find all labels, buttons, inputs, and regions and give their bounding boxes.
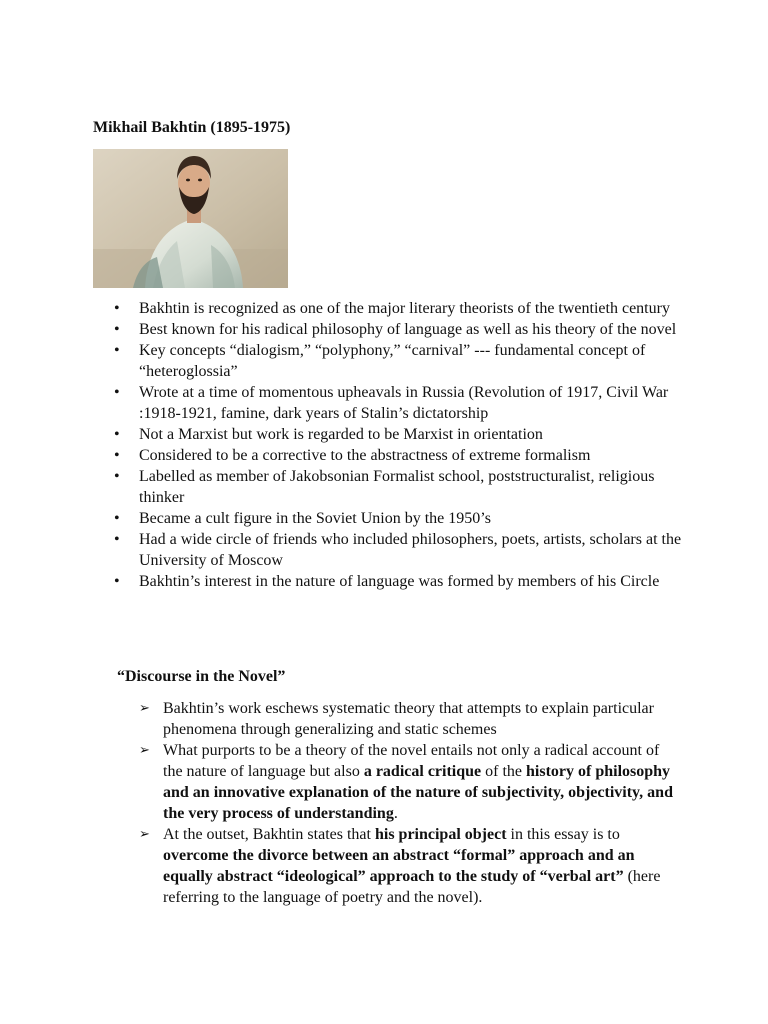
arrow-list: [163, 698, 675, 908]
page-title: Mikhail Bakhtin (1895-1975): [93, 119, 291, 136]
list-item: • Best known for his radical philosophy of language as well as his theory of the novel: [139, 319, 684, 340]
emphasis-text: his principal object: [374, 826, 507, 843]
list-item: • Key concepts “dialogism,” “polyphony,” “carnival” --- fundamental concept of “heteroglossia”: [139, 340, 684, 382]
emphasis-text: overcome the divorce between an abstract “formal” approach and an equally abstract “ideological” approach to the study of “verbal art”: [163, 847, 635, 885]
item-text: of the: [481, 763, 527, 780]
portrait-image: [93, 149, 288, 288]
list-item: • Had a wide circle of friends who included philosophers, poets, artists, scholars at the University of Moscow: [139, 529, 684, 571]
list-item: • Not a Marxist but work is regarded to be Marxist in orientation: [139, 424, 684, 445]
item-text: Bakhtin’s work eschews systematic theory that attempts to explain particular phenomena through generalizing and static schemes: [163, 700, 654, 738]
list-item: • Labelled as member of Jakobsonian Formalist school, poststructuralist, religious thinker: [139, 466, 684, 508]
emphasis-text: a radical critique: [363, 763, 482, 780]
emphasis-text: history of philosophy and an innovative explanation of the nature of subjectivity, objectivity, and the very process of understanding: [163, 763, 673, 822]
item-text: (here referring to the language of poetry and the novel).: [163, 868, 661, 906]
bullet-list: [139, 298, 684, 592]
list-item: • Bakhtin’s interest in the nature of language was formed by members of his Circle: [139, 571, 684, 592]
item-text: At the outset, Bakhtin states that: [163, 826, 375, 843]
list-item: • Bakhtin is recognized as one of the major literary theorists of the twentieth century: [139, 298, 684, 319]
arrow-list-item: [163, 824, 675, 908]
item-text: .: [393, 805, 398, 822]
list-item: • Considered to be a corrective to the abstractness of extreme formalism: [139, 445, 684, 466]
list-item: • Became a cult figure in the Soviet Union by the 1950’s: [139, 508, 684, 529]
list-item: • Wrote at a time of momentous upheavals in Russia (Revolution of 1917, Civil War :1918-1921, famine, dark years of Stalin’s dictatorship: [139, 382, 684, 424]
arrow-list-item: [163, 698, 675, 740]
item-text: What purports to be a theory of the novel entails not only a radical account of the nature of language but also: [163, 742, 660, 780]
arrow-list-item: [163, 740, 675, 824]
item-text: in this essay is to: [506, 826, 620, 843]
section-heading: “Discourse in the Novel”: [117, 668, 286, 685]
